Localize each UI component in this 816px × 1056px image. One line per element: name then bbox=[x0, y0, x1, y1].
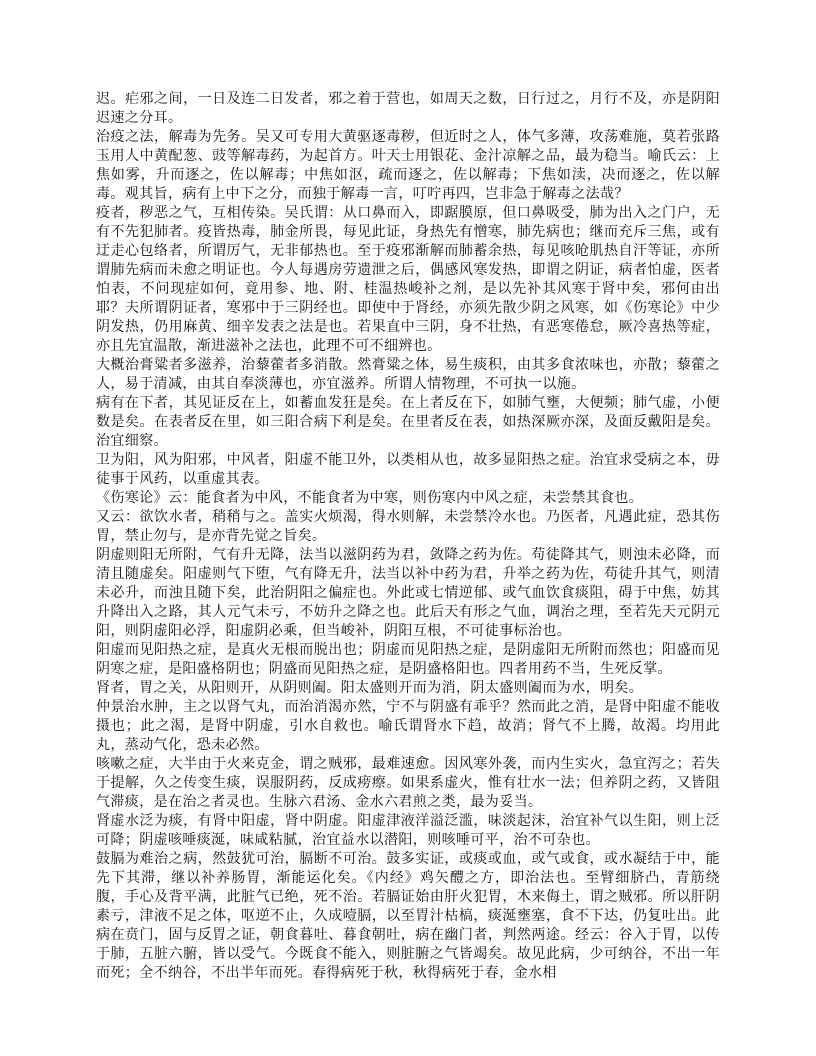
paragraph: 咳嗽之症，大半由于火来克金，谓之贼邪，最难速愈。因风寒外袭，而内生实火，急宜泻之；若失于提解，久之传变生痰，误服阴药，反成痨瘵。如果系虚火，惟有壮水一法；但养阴之药，又皆阻气滞痰，是在治之者灵也。生脉六君汤、金水六君煎之类，最为妥当。 bbox=[96, 757, 720, 810]
paragraph: 大概治膏粱者多滋养，治藜藿者多消散。然膏粱之体，易生痰积，由其多食浓味也，亦散；藜藿之人，易于清减，由其自奉淡薄也，亦宜滋养。所谓人情物理，不可执一以施。 bbox=[96, 358, 720, 392]
paragraph: 又云：欲饮水者，稍稍与之。盖实火烦渴，得水则解，未尝禁冷水也。乃医者，凡遇此症，恐其伤胃，禁止勿与，是亦背先觉之旨矣。 bbox=[96, 510, 720, 544]
paragraph: 阴虚则阳无所附，气有升无降，法当以滋阴药为君，敛降之药为佐。苟徒降其气，则浊未必降，而清且随虚矣。阳虚则气下堕，气有降无升，法当以补中药为君，升举之药为佐，苟徒升其气，则清未必升，而浊且随下矣，此治阴阳之偏症也。外此或七情逆郁、或气血饮食痰阻，碍于中焦，妨其升降出入之路，其人元气未亏，不妨升之降之也。此后天有形之气血，调治之理，至若先天元阴元阳，则阴虚阳必浮，阳虚阴必乘，但当峻补，阴阳互根，不可徒事标治也。 bbox=[96, 548, 720, 639]
document-body bbox=[96, 90, 720, 983]
paragraph: 肾虚水泛为痰，有肾中阳虚，肾中阴虚。阳虚津液洋溢泛滥，味淡起沫，治宜补气以生阳，则上泛可降；阴虚咳唾痰涎，味咸粘腻，治宜益水以潜阳，则咳唾可平，治不可杂也。 bbox=[96, 814, 720, 848]
paragraph: 《伤寒论》云：能食者为中风，不能食者为中寒，则伤寒内中风之症，未尝禁其食也。 bbox=[96, 491, 644, 506]
paragraph: 鼓膈为难治之病，然鼓犹可治，膈断不可治。鼓多实证，或痰或血，或气或食，或水凝结于中，能先下其滞，继以补养肠胃，渐能运化矣。《内经》鸡矢醴之方，即治法也。至臂细脐凸，青筋绕腹，手心及背平满，此脏气已绝，死不治。若膈证始由肝火犯胃，木来侮土，谓之贼邪。所以肝阴素亏，津液不足之体，呕逆不止，久成噎膈，以至胃汁枯槁，痰涎壅塞，食不下达，仍复吐出。此病在贲门，固与反胃之证，朝食暮吐、暮食朝吐，病在幽门者，判然两途。经云：谷入于胃，以传于肺，五脏六腑，皆以受气。今既食不能入，则脏腑之气皆竭矣。故见此病，少可纳谷，不出一年而死；全不纳谷，不出半年而死。春得病死于秋，秋得病死于春，金水相 bbox=[96, 852, 720, 981]
paragraph: 疫者，秽恶之气，互相传染。吴氏谓：从口鼻而入，即踞膜原，但口鼻吸受，肺为出入之门户，无有不先犯肺者。疫皆热毒，肺金所畏，每见此证，身热先有憎寒，肺先病也；继而充斥三焦，或有迂走心包络者，所谓厉气，无非郁热也。至于疫邪渐解而肺蓄余热，每见咳呛肌热自汗等证，亦所谓肺先病而未愈之明证也。今人每遇房劳遗泄之后，偶感风寒发热，即谓之阴证，病者怕虚，医者怕表，不问现症如何，竟用参、地、附、桂温热峻补之剂，是以先补其风寒于肾中矣，邪何由出耶？夫所谓阴证者，寒邪中于三阴经也。即使中于肾经，亦须先散少阴之风寒，如《伤寒论》中少阴发热，仍用麻黄、细辛发表之法是也。若果直中三阴，身不壮热，有恶寒倦怠，厥冷喜热等症，亦且先宜温散，渐进滋补之法也，此理不可不细辨也。 bbox=[96, 206, 720, 354]
paragraph: 卫为阳，风为阳邪，中风者，阳虚不能卫外，以类相从也，故多显阳热之症。治宜求受病之本，毋徒事于风药，以重虚其表。 bbox=[96, 453, 720, 487]
paragraph: 肾者，胃之关，从阳则开，从阴则阖。阳太盛则开而为消，阴太盛则阖而为水，明矣。 bbox=[96, 681, 644, 696]
paragraph: 阳虚而见阳热之症，是真火无根而脱出也；阴虚而见阳热之症，是阴虚阳无所附而然也；阳盛而见阴寒之症，是阳盛格阴也；阴盛而见阳热之症，是阴盛格阳也。四者用药不当，生死反掌。 bbox=[96, 643, 720, 677]
paragraph: 治疫之法，解毒为先务。吴又可专用大黄驱逐毒秽，但近时之人，体气多薄，攻荡难施，莫若张路玉用人中黄配葱、豉等解毒药，为起首方。叶天士用银花、金汁凉解之品，最为稳当。喻氏云：上焦如雾，升而逐之，佐以解毒；中焦如沤，疏而逐之，佐以解毒；下焦如渎，决而逐之，佐以解毒。观其旨，病有上中下之分，而独于解毒一言，叮咛再四，岂非急于解毒之法哉？ bbox=[96, 130, 720, 202]
paragraph: 仲景治水肿，主之以肾气丸，而治消渴亦然，宁不与阴盛有乖乎？然而此之消，是肾中阳虚不能收摄也；此之渴，是肾中阴虚，引水自救也。喻氏谓肾水下趋，故消；肾气不上腾，故渴。均用此丸，蒸动气化，恐未必然。 bbox=[96, 700, 720, 753]
paragraph: 迟。疟邪之间，一日及连二日发者，邪之着于营也，如周天之数，日行过之，月行不及，亦是阴阳迟速之分耳。 bbox=[96, 92, 720, 126]
paragraph: 病有在下者，其见证反在上，如蓄血发狂是矣。在上者反在下，如肺气壅，大便频；肺气虚，小便数是矣。在表者反在里，如三阳合病下利是矣。在里者反在表，如热深厥亦深，及面反戴阳是矣。治宜细察。 bbox=[96, 396, 720, 449]
